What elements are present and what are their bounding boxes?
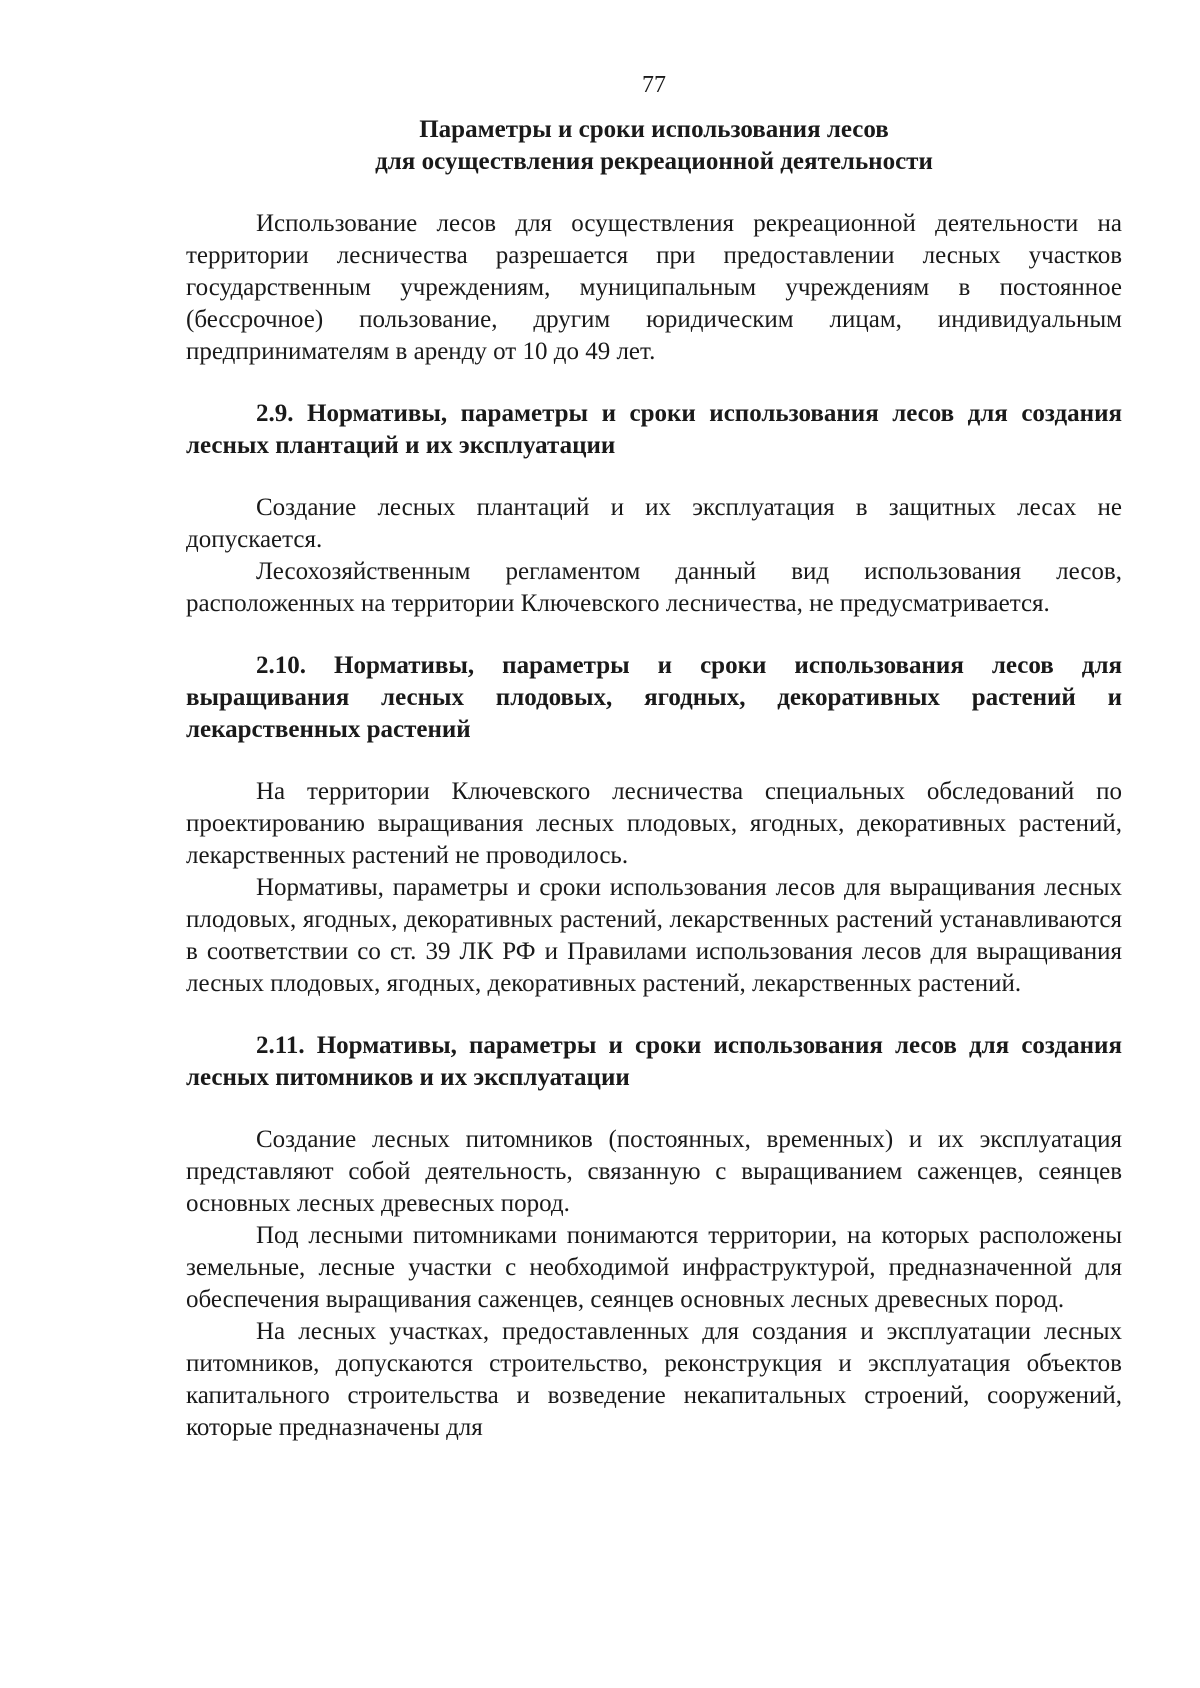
paragraph: Под лесными питомниками понимаются территории, на которых расположены земельные, лесные участки с необходимой инфраструктурой, предназначенной для обеспечения выращивания саженцев, сеянцев основных лесных древесных пород. — [186, 1222, 1122, 1313]
paragraph: Лесохозяйственным регламентом данный вид использования лесов, расположенных на территории Ключевского лесничества, не предусматривается. — [186, 558, 1122, 617]
page-title-line-2: для осуществления рекреационной деятельности — [375, 148, 933, 175]
page-number: 77 — [642, 72, 666, 98]
paragraph: Создание лесных плантаций и их эксплуатация в защитных лесах не допускается. — [186, 494, 1122, 553]
paragraph: На лесных участках, предоставленных для создания и эксплуатации лесных питомников, допускаются строительство, реконструкция и эксплуатация объектов капитального строительства и возведение некапитальных строений, сооружений, которые предназначены для — [186, 1318, 1122, 1441]
section-2-11 — [186, 1030, 1122, 1444]
section-heading: 2.11. Нормативы, параметры и сроки использования лесов для создания лесных питомников и их эксплуатации — [186, 1032, 1122, 1091]
paragraph: Нормативы, параметры и сроки использования лесов для выращивания лесных плодовых, ягодных, декоративных растений, лекарственных растений устанавливаются в соответствии со ст. 39 ЛК РФ и Правилами использования лесов для выращивания лесных плодовых, ягодных, декоративных растений, лекарственных растений. — [186, 874, 1122, 997]
intro-section — [186, 208, 1122, 368]
section-2-10 — [186, 650, 1122, 1000]
document-page — [186, 70, 1122, 1474]
section-heading: 2.10. Нормативы, параметры и сроки использования лесов для выращивания лесных плодовых, ягодных, декоративных растений и лекарственных растений — [186, 652, 1122, 743]
page-title — [186, 114, 1122, 178]
paragraph: Создание лесных питомников (постоянных, временных) и их эксплуатация представляют собой деятельность, связанную с выращиванием саженцев, сеянцев основных лесных древесных пород. — [186, 1126, 1122, 1217]
paragraph: Использование лесов для осуществления рекреационной деятельности на территории лесничества разрешается при предоставлении лесных участков государственным учреждениям, муниципальным учреждениям в постоянное (бессрочное) пользование, другим юридическим лицам, индивидуальным предпринимателям в аренду от 10 до 49 лет. — [186, 210, 1122, 365]
page-title-line-1: Параметры и сроки использования лесов — [419, 116, 889, 143]
section-2-9 — [186, 398, 1122, 620]
section-heading: 2.9. Нормативы, параметры и сроки использования лесов для создания лесных плантаций и их эксплуатации — [186, 400, 1122, 459]
paragraph: На территории Ключевского лесничества специальных обследований по проектированию выращивания лесных плодовых, ягодных, декоративных растений, лекарственных растений не проводилось. — [186, 778, 1122, 869]
